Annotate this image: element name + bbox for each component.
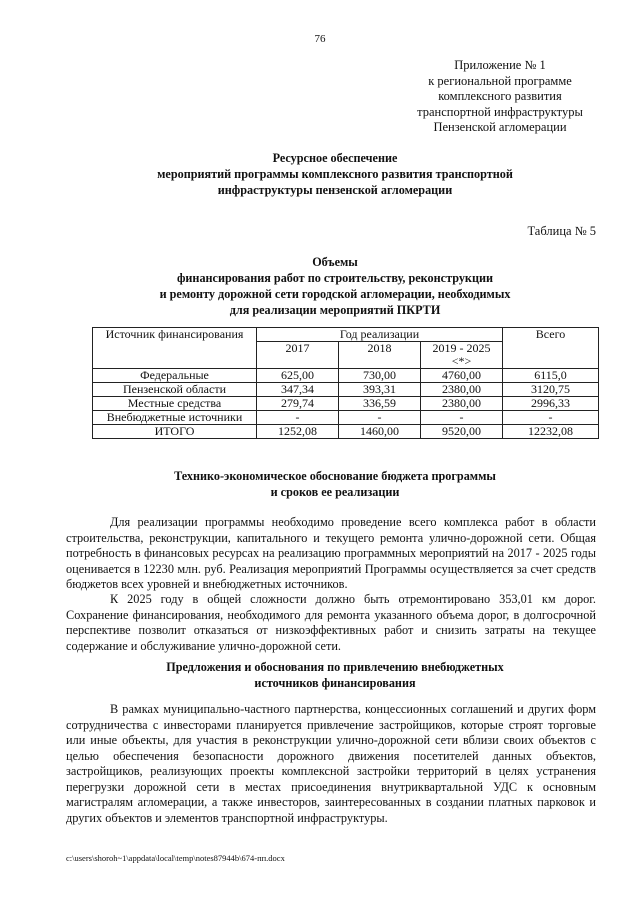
appendix-line: комплексного развития [438,89,562,104]
appendix-line: к региональной программе [428,73,572,88]
appendix-note [380,58,620,136]
header-year-2019-2025: 2019 - 2025 <*> [421,342,503,369]
cell-2017: 279,74 [257,397,339,411]
table-row [93,411,599,425]
cell-2019-2025: 2380,00 [421,383,503,397]
cell-source: Местные средства [93,397,257,411]
header-total: Всего [503,328,599,369]
table-row [93,383,599,397]
cell-2017: - [257,411,339,425]
volumes-title-line: для реализации мероприятий ПКРТИ [229,303,441,317]
page-number: 76 [314,33,326,45]
header-year-2017: 2017 [257,342,339,369]
cell-2018: - [339,411,421,425]
budget-paragraph: К 2025 году в общей сложности должно быть отремонтировано 353,01 км дорог. Сохранение финансирования, необходимого для ремонта указанного объема дорог, в долгосрочной перспективе позволит отказаться от низкоэффективных работ и снизить затраты на текущее содержание и обслуживание улично-дорожной сети. [66,592,596,653]
proposals-paragraph: В рамках муниципально-частного партнерства, концессионных соглашений и других форм сотрудничества с инвесторами планируется привлечение застройщиков, которые строят торговые или иные объекты, для участия в реконструкции улично-дорожной сети вблизи своих объектов с целью обеспечения безопасности дорожного движения посетителей данных объектов, застройщиков, реализующих проекты комплексной застройки территорий в целях устранения перегрузки дорожной сети в местах присоединения внутриквартальной УДС к основным магистралям агломерации, а также инвесторов, заинтересованных в создании платных парковок и других объектов и элементов транспортной инфраструктуры. [66,702,596,825]
cell-source: Пензенской области [93,383,257,397]
volumes-title-line: финансирования работ по строительству, реконструкции [176,271,494,285]
cell-2018: 393,31 [339,383,421,397]
table-label: Таблица № 5 [527,224,596,238]
proposals-section-title [40,659,630,691]
cell-total: 2996,33 [503,397,599,411]
budget-title-line: и сроков ее реализации [270,485,400,499]
header-year-group: Год реализации [257,328,503,342]
volumes-title-line: Объемы [312,255,358,269]
appendix-line: Приложение № 1 [454,58,546,72]
resource-title-line: Ресурсное обеспечение [272,151,398,165]
cell-2019-2025: 4760,00 [421,369,503,383]
budget-title-line: Технико-экономическое обоснование бюджета программы [174,469,496,483]
cell-2017: 1252,08 [257,425,339,439]
cell-total: 12232,08 [503,425,599,439]
proposals-title-line: Предложения и обоснования по привлечению внебюджетных [166,660,504,674]
cell-2018: 730,00 [339,369,421,383]
financing-table [92,327,599,439]
proposals-title-line: источников финансирования [254,676,416,690]
cell-2019-2025: - [421,411,503,425]
cell-total: 6115,0 [503,369,599,383]
table-row [93,397,599,411]
table-row [93,369,599,383]
appendix-line: Пензенской агломерации [433,120,567,135]
header-source: Источник финансирования [93,328,257,369]
cell-total: 3120,75 [503,383,599,397]
cell-2017: 347,34 [257,383,339,397]
cell-2018: 336,59 [339,397,421,411]
resource-title-line: инфраструктуры пензенской агломерации [217,183,453,197]
cell-2017: 625,00 [257,369,339,383]
resource-title [40,150,630,198]
header-year-2018: 2018 [339,342,421,369]
table-total-row [93,425,599,439]
cell-source: Федеральные [93,369,257,383]
table-header-row [93,328,599,342]
cell-2018: 1460,00 [339,425,421,439]
cell-source: ИТОГО [93,425,257,439]
volumes-title-line: и ремонту дорожной сети городской агломерации, необходимых [159,287,511,301]
footer-file-path: c:\users\shoroh~1\appdata\local\temp\notes87944b\674-пп.docx [66,853,285,863]
cell-2019-2025: 9520,00 [421,425,503,439]
cell-source: Внебюджетные источники [93,411,257,425]
cell-2019-2025: 2380,00 [421,397,503,411]
budget-section-title [40,468,630,500]
appendix-line: транспортной инфраструктуры [417,104,583,119]
resource-title-line: мероприятий программы комплексного развития транспортной [157,167,513,181]
budget-paragraph: Для реализации программы необходимо проведение всего комплекса работ в области строительства, реконструкции, капитального и текущего ремонта улично-дорожной сети. Общая потребность в финансовых ресурсах на реализацию программных мероприятий на 2017 - 2025 годы оценивается в 12230 млн. руб. Реализация мероприятий Программы осуществляется за счет средств бюджетов всех уровней и внебюджетных источников. [66,515,596,591]
volumes-title [40,254,630,318]
cell-total: - [503,411,599,425]
